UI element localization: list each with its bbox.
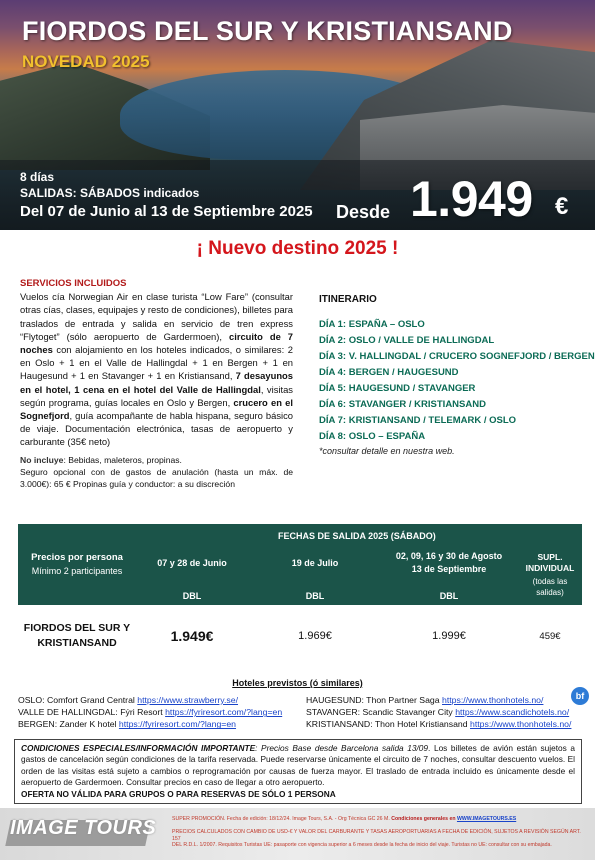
tour-name-cell: FIORDOS DEL SUR Y KRISTIANSAND (23, 622, 131, 649)
price-table (18, 524, 582, 665)
itinerary-day: DÍA 5: HAUGESUND / STAVANGER (319, 383, 476, 394)
page-title: FIORDOS DEL SUR Y KRISTIANSAND (22, 16, 513, 46)
itinerary-day: DÍA 3: V. HALLINGDAL / CRUCERO SOGNEFJORD / BERGEN (319, 351, 595, 362)
price-supl: 459€ (539, 631, 561, 642)
footer-website-link[interactable]: WWW.IMAGETOURS.ES (456, 816, 517, 822)
services-p3: , visitas según programa, guías locales en Oslo y Bergen, (20, 383, 293, 408)
services-p2: con alojamiento en los hoteles indicados, o similares: 2 en Oslo + 1 en el Valle de Hallingdal + 1 en Bergen + 1 en Haugesund + 1 en Stavanger + 1 en Kristiansand, (20, 344, 293, 382)
conditions-intro: : Precios Base desde Barcelona salida 13/09 (255, 743, 429, 753)
itinerary-section (319, 294, 595, 456)
price-aug-sep: 1.999€ (432, 630, 466, 642)
new-destination-banner: ¡ Nuevo destino 2025 ! (196, 238, 399, 259)
col-june: 07 y 28 de Junio (157, 558, 227, 568)
conditions-body: . Los billetes de avión están sujetos a gastos de cancelación según condiciones de la tarifa reservada. Puede reservarse únicamente el circuito de 7 noches, consultar descuento vuelos. El orden de las visitas está sujeto a cambios o reprogramación por causas de fuerza mayor. El traslado de entrada incluido es únicamente desde el aeropuerto de Gardermoen. Consultar precios en caso de llegar a otro aeropuerto. (21, 743, 576, 788)
col-aug-sep (378, 550, 520, 576)
price-june: 1.949€ (170, 628, 214, 644)
footer-line-2: PRECIOS CALCULADOS CON CAMBIO DE USD-€ Y VALOR DEL CARBURANTE Y TASAS AEROPORTUARIAS A FECHA DE EDICIÓN, SUJETOS A REVISIÓN SEGÚN ART. 157 (172, 829, 581, 842)
salidas-label: SALIDAS: SÁBADOS indicados (20, 186, 200, 200)
hotel-link[interactable]: https://www.scandichotels.no/ (455, 707, 570, 718)
hotel-link[interactable]: https://www.thonhotels.no/ (442, 695, 544, 705)
hotel-item (18, 718, 282, 730)
novedad-label: NOVEDAD 2025 (22, 52, 150, 71)
hotel-name: HAUGESUND: Thon Partner Saga (306, 695, 443, 705)
hotel-name: OSLO: Comfort Grand Central (18, 695, 138, 705)
hotel-item (306, 718, 571, 730)
services-b1: circuito de 7 noches (20, 330, 293, 356)
hotels-title: Hoteles previstos (ó similares) (232, 678, 363, 688)
hotel-name: BERGEN: Zander K hotel (18, 719, 119, 730)
supl-individual-label: SUPL. INDIVIDUAL (525, 552, 575, 573)
image-tours-logo: IMAGE TOURS (10, 817, 157, 839)
hero-currency: € (555, 193, 569, 220)
bf-logo-icon: bf (571, 687, 589, 705)
hotel-link[interactable]: https://www.thonhotels.no/ (470, 719, 572, 730)
hotel-item (18, 706, 282, 718)
itinerary-note: *consultar detalle en nuestra web. (319, 446, 455, 456)
seguro-text: Seguro opcional con de gastos de anulación (hasta un máx. de 3.000€): 65 € Propinas guía y conductor: a su discreción (20, 466, 293, 489)
price-july: 1.969€ (298, 630, 332, 642)
dbl-label: DBL (439, 591, 459, 601)
hotel-name: VALLE DE HALLINGDAL: Fýri Resort (18, 707, 166, 718)
services-heading: SERVICIOS INCLUIDOS (20, 278, 127, 289)
services-section (20, 277, 293, 490)
departure-dates-header: FECHAS DE SALIDA 2025 (SÁBADO) (278, 531, 436, 541)
hotel-link[interactable]: https://www.strawberry.se/ (137, 695, 239, 705)
itinerary-day: DÍA 8: OSLO – ESPAÑA (319, 431, 426, 442)
min-participants-label: Mínimo 2 participantes (31, 566, 123, 576)
footer-line-1 (172, 816, 590, 823)
footer-line-3: DEL R.D.L. 1/2007. Requisitos Turistas UE: pasaporte con vigencia superior a 6 meses desde la fecha de inicio del viaje. Turistas no UE: consultar con su embajada. (172, 842, 552, 848)
no-incluye-text: : Bebidas, maleteros, propinas. (63, 454, 182, 465)
col-sep: 13 de Septiembre (411, 564, 487, 574)
desde-label: Desde (336, 202, 391, 222)
date-range: Del 07 de Junio al 13 de Septiembre 2025 (20, 203, 313, 220)
conditions-box (14, 739, 582, 804)
itinerary-day: DÍA 6: STAVANGER / KRISTIANSAND (319, 399, 486, 410)
services-b3: crucero en el Sognefjord (20, 396, 293, 422)
hotel-item (306, 694, 571, 706)
hotels-right-col (306, 694, 571, 731)
services-p4: , guía acompañante de habla hispana, seguro básico de viaje. Documentación electrónica, tasas de aeropuerto y carburante (35€ neto) (20, 410, 293, 448)
table-row (18, 605, 582, 665)
services-p1: Vuelos cía Norwegian Air en clase turista “Low Fare” (consultar otras cías, clases, equipajes y resto de condiciones), billetes para traslados de entrada y salida en servicio de tren express “Flytoget” (sólo aeropuerto de Gardermoen), (20, 291, 293, 342)
col-aug: 02, 09, 16 y 30 de Agosto (395, 551, 503, 561)
conditions-offer-note: OFERTA NO VÁLIDA PARA GRUPOS O PARA RESERVAS DE SÓLO 1 PERSONA (21, 788, 336, 799)
services-b2: 7 desayunos en el hotel, 1 cena en el hotel del Valle de Hallingdal (20, 370, 293, 395)
hotel-name: STAVANGER: Scandic Stavanger City (306, 707, 456, 718)
footer-conditions-label: Condiciones generales en (391, 816, 457, 822)
dbl-label: DBL (182, 591, 202, 601)
hotel-link[interactable]: https://fyriresort.com/?lang=en (165, 707, 283, 718)
hotel-item (18, 694, 282, 706)
services-text (20, 290, 293, 448)
supl-note: (todas las salidas) (532, 577, 568, 597)
hotels-left-col (18, 694, 282, 731)
itinerary-day: DÍA 1: ESPAÑA – OSLO (319, 319, 425, 330)
itinerary-day: DÍA 4: BERGEN / HAUGESUND (319, 367, 459, 378)
hero-price: 1.949 (410, 171, 533, 227)
footer-edition: SUPER PROMOCIÓN. Fecha de edición: 18/12/24. Image Tours, S.A. - Org Técnica GC 26 M. (172, 816, 392, 822)
dbl-label: DBL (305, 591, 325, 601)
itinerary-day: DÍA 2: OSLO / VALLE DE HALLINGDAL (319, 335, 495, 346)
hotel-link[interactable]: https://fyriresort.com/?lang=en (118, 719, 237, 730)
not-included (20, 454, 293, 490)
itinerary-title: ITINERARIO (319, 294, 377, 305)
hotel-item (306, 706, 571, 718)
col-july: 19 de Julio (291, 558, 339, 568)
prices-per-person-label: Precios por persona (31, 552, 123, 563)
conditions-heading: CONDICIONES ESPECIALES/INFORMACIÓN IMPORTANTE (21, 743, 256, 753)
no-incluye-label: No incluye (20, 454, 64, 465)
itinerary-day: DÍA 7: KRISTIANSAND / TELEMARK / OSLO (319, 415, 517, 426)
price-table-header (18, 524, 582, 605)
duration-label: 8 días (20, 170, 55, 184)
hotel-name: KRISTIANSAND: Thon Hotel Kristiansand (306, 719, 471, 730)
